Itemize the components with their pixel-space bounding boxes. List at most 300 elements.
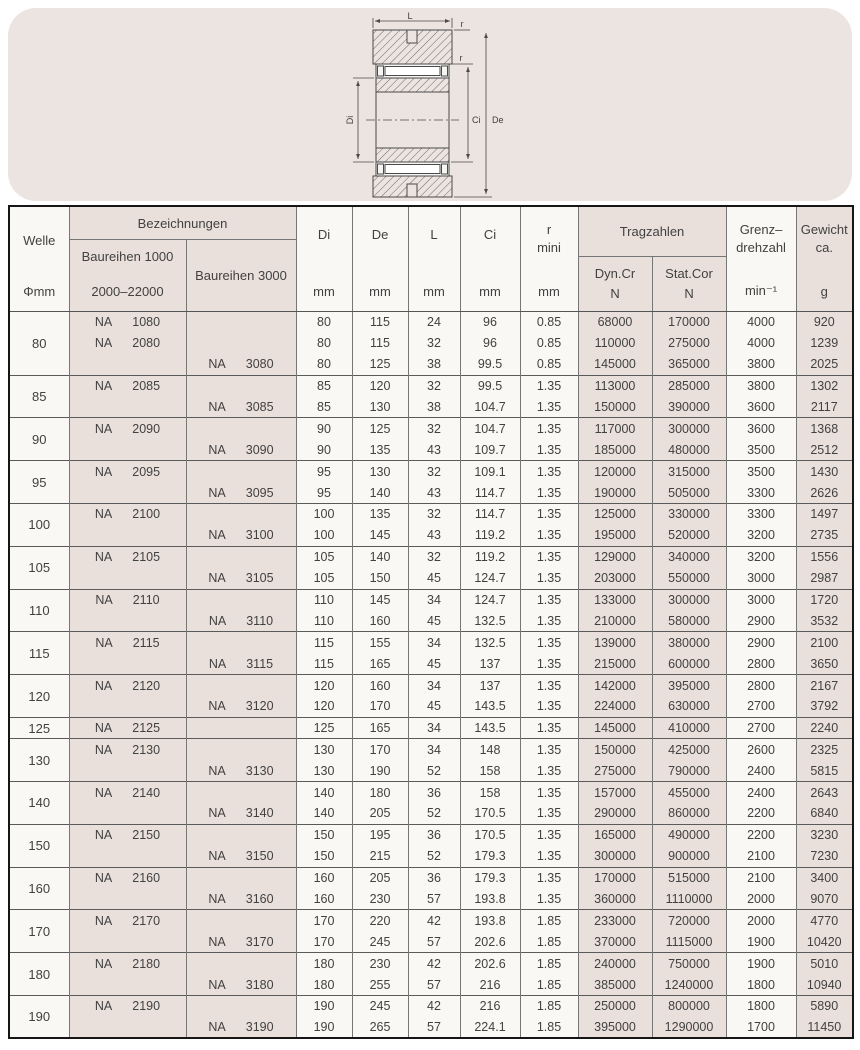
de-cell: 205 (352, 803, 408, 824)
de-cell: 125 (352, 418, 408, 439)
designation-1000-cell (69, 482, 186, 503)
gewicht-cell: 920 (796, 311, 853, 332)
dyn-cr-cell: 145000 (578, 354, 652, 375)
dyn-cr-cell: 150000 (578, 739, 652, 760)
designation-1000-cell (69, 782, 186, 803)
ci-cell: 158 (460, 782, 520, 803)
grenzdrehzahl-cell: 2000 (726, 910, 796, 931)
dim-label-r-mid: r (459, 53, 463, 63)
ci-cell: 137 (460, 675, 520, 696)
grenzdrehzahl-unit: min⁻¹ (744, 282, 778, 298)
di-cell: 120 (296, 696, 352, 717)
r-min-cell: 1.85 (520, 996, 578, 1017)
designation-1000-cell (69, 803, 186, 824)
l-cell: 32 (408, 504, 460, 525)
de-cell: 130 (352, 461, 408, 482)
gewicht-cell: 10420 (796, 931, 853, 952)
gewicht-cell: 4770 (796, 910, 853, 931)
designation-number: 3160 (245, 891, 274, 906)
designation-3000-cell (186, 717, 296, 738)
table-row (9, 974, 853, 995)
stat-cor-cell: 1115000 (652, 931, 726, 952)
designation-number: 2080 (132, 336, 161, 351)
r-min-cell: 1.35 (520, 546, 578, 567)
di-cell: 85 (296, 375, 352, 396)
table-row (9, 867, 853, 888)
ci-cell: 193.8 (460, 910, 520, 931)
table-row (9, 910, 853, 931)
designation-1000-cell (69, 696, 186, 717)
dyn-cr-cell: 203000 (578, 568, 652, 589)
gewicht-cell: 7230 (796, 846, 853, 867)
ci-cell: 132.5 (460, 632, 520, 653)
header-ci (460, 206, 520, 311)
stat-cor-unit: N (684, 285, 694, 301)
designation-3000-cell (186, 525, 296, 546)
welle-cell: 110 (9, 589, 69, 632)
stat-cor-cell: 580000 (652, 610, 726, 631)
designation-prefix: NA (94, 336, 113, 351)
r-min-cell: 0.85 (520, 332, 578, 353)
designation-1000-cell (69, 397, 186, 418)
gewicht-cell: 1239 (796, 332, 853, 353)
gewicht-cell: 2626 (796, 482, 853, 503)
designation-prefix: NA (94, 464, 113, 479)
l-cell: 38 (408, 397, 460, 418)
grenzdrehzahl-cell: 3200 (726, 546, 796, 567)
l-cell: 57 (408, 1017, 460, 1038)
ci-label: Ci (483, 227, 497, 242)
grenzdrehzahl-cell: 2800 (726, 653, 796, 674)
table-row (9, 739, 853, 760)
grenzdrehzahl-cell: 1800 (726, 974, 796, 995)
designation-prefix: NA (94, 678, 113, 693)
welle-cell: 125 (9, 717, 69, 738)
grenzdrehzahl-label (736, 221, 786, 256)
gewicht-cell: 2167 (796, 675, 853, 696)
di-cell: 110 (296, 610, 352, 631)
designation-3000-cell (186, 974, 296, 995)
r-min-cell: 1.35 (520, 739, 578, 760)
designation-number: 3190 (245, 1020, 274, 1035)
designation-3000-cell (186, 1017, 296, 1038)
di-cell: 90 (296, 439, 352, 460)
designation-3000-cell (186, 418, 296, 439)
di-cell: 100 (296, 504, 352, 525)
gewicht-cell: 2100 (796, 632, 853, 653)
l-cell: 45 (408, 696, 460, 717)
tragzahlen-title: Tragzahlen (579, 207, 726, 257)
dyn-cr-cell: 157000 (578, 782, 652, 803)
de-cell: 165 (352, 653, 408, 674)
welle-cell: 180 (9, 953, 69, 996)
designation-prefix: NA (208, 571, 226, 586)
designation-number: 3170 (245, 934, 274, 949)
designation-prefix: NA (208, 442, 226, 457)
grenzdrehzahl-cell: 1900 (726, 953, 796, 974)
table-row (9, 418, 853, 439)
grenzdrehzahl-cell: 3800 (726, 354, 796, 375)
ci-cell: 224.1 (460, 1017, 520, 1038)
l-label: L (430, 227, 438, 242)
designation-prefix: NA (208, 806, 226, 821)
dyn-cr-cell: 215000 (578, 653, 652, 674)
welle-cell: 150 (9, 824, 69, 867)
grenzdrehzahl-cell: 2800 (726, 675, 796, 696)
r-min-cell: 1.35 (520, 824, 578, 845)
ci-cell: 143.5 (460, 717, 520, 738)
designation-1000-cell (69, 889, 186, 910)
designation-prefix: NA (94, 314, 113, 329)
designation-number: 3130 (245, 763, 274, 778)
designation-3000-cell (186, 910, 296, 931)
r-min-cell: 1.35 (520, 568, 578, 589)
de-cell: 195 (352, 824, 408, 845)
dyn-cr-cell: 120000 (578, 461, 652, 482)
gewicht-line1: Gewicht (800, 222, 848, 237)
welle-cell: 130 (9, 739, 69, 782)
l-cell: 34 (408, 589, 460, 610)
gewicht-cell: 3532 (796, 610, 853, 631)
table-row (9, 632, 853, 653)
de-cell: 170 (352, 739, 408, 760)
r-min-cell: 1.35 (520, 375, 578, 396)
dyn-cr-cell: 300000 (578, 846, 652, 867)
welle-cell: 170 (9, 910, 69, 953)
table-row (9, 546, 853, 567)
table-row (9, 332, 853, 353)
stat-cor-cell: 505000 (652, 482, 726, 503)
gewicht-cell: 1430 (796, 461, 853, 482)
grenzdrehzahl-cell: 3600 (726, 418, 796, 439)
stat-cor-cell: 520000 (652, 525, 726, 546)
dyn-cr-cell: 360000 (578, 889, 652, 910)
designation-prefix: NA (208, 977, 226, 992)
designation-1000-cell (69, 846, 186, 867)
grenzdrehzahl-cell: 3000 (726, 568, 796, 589)
r-min-cell: 1.85 (520, 1017, 578, 1038)
de-cell: 115 (352, 311, 408, 332)
stat-cor-cell: 630000 (652, 696, 726, 717)
ci-cell: 109.1 (460, 461, 520, 482)
dyn-cr-cell: 195000 (578, 525, 652, 546)
l-cell: 52 (408, 846, 460, 867)
r-min-cell: 1.35 (520, 675, 578, 696)
designation-prefix: NA (208, 763, 226, 778)
dyn-cr-label: Dyn.Cr (594, 266, 636, 282)
grenzdrehzahl-cell: 3300 (726, 482, 796, 503)
table-row (9, 610, 853, 631)
gewicht-cell: 2325 (796, 739, 853, 760)
di-cell: 170 (296, 910, 352, 931)
designation-number: 2125 (132, 721, 161, 736)
de-cell: 230 (352, 953, 408, 974)
stat-cor-cell: 275000 (652, 332, 726, 353)
grenz-line1: Grenz– (739, 222, 783, 237)
table-row (9, 824, 853, 845)
di-cell: 115 (296, 653, 352, 674)
dim-label-L: L (407, 12, 413, 21)
stat-cor-cell: 1290000 (652, 1017, 726, 1038)
designation-prefix: NA (208, 357, 226, 372)
di-cell: 150 (296, 846, 352, 867)
gewicht-cell: 1302 (796, 375, 853, 396)
di-unit: mm (313, 283, 335, 299)
designation-1000-cell (69, 610, 186, 631)
dyn-cr-cell: 275000 (578, 760, 652, 781)
stat-cor-cell: 900000 (652, 846, 726, 867)
grenzdrehzahl-cell: 1800 (726, 996, 796, 1017)
r-min-cell: 1.35 (520, 653, 578, 674)
gewicht-cell: 2117 (796, 397, 853, 418)
de-cell: 145 (352, 525, 408, 546)
r-min-cell: 1.85 (520, 910, 578, 931)
l-cell: 36 (408, 867, 460, 888)
de-cell: 165 (352, 717, 408, 738)
gewicht-cell: 1720 (796, 589, 853, 610)
grenzdrehzahl-cell: 2900 (726, 610, 796, 631)
de-cell: 220 (352, 910, 408, 931)
designation-1000-cell (69, 974, 186, 995)
designation-3000-cell (186, 696, 296, 717)
designation-3000-cell (186, 846, 296, 867)
r-min-cell: 1.35 (520, 867, 578, 888)
header-baureihen-3000 (186, 240, 296, 311)
gewicht-unit: g (820, 283, 828, 299)
r-min-cell: 1.35 (520, 461, 578, 482)
designation-number: 3140 (245, 806, 274, 821)
grenzdrehzahl-cell: 2100 (726, 846, 796, 867)
designation-prefix: NA (94, 999, 113, 1014)
di-cell: 130 (296, 739, 352, 760)
l-cell: 32 (408, 418, 460, 439)
table-row (9, 760, 853, 781)
di-cell: 170 (296, 931, 352, 952)
di-cell: 120 (296, 675, 352, 696)
stat-cor-cell: 515000 (652, 867, 726, 888)
designation-number: 2170 (132, 913, 161, 928)
stat-cor-cell: 425000 (652, 739, 726, 760)
designation-3000-cell (186, 632, 296, 653)
dyn-cr-cell: 290000 (578, 803, 652, 824)
designation-number: 2115 (132, 635, 160, 650)
designation-prefix: NA (94, 550, 113, 565)
r-min-cell: 1.35 (520, 482, 578, 503)
header-r-mini (520, 206, 578, 311)
de-cell: 230 (352, 889, 408, 910)
de-label: De (371, 227, 389, 242)
di-cell: 125 (296, 717, 352, 738)
grenzdrehzahl-cell: 3600 (726, 397, 796, 418)
ci-cell: 96 (460, 332, 520, 353)
r-min-cell: 1.85 (520, 931, 578, 952)
header-di (296, 206, 352, 311)
l-cell: 34 (408, 717, 460, 738)
stat-cor-cell: 455000 (652, 782, 726, 803)
gewicht-cell: 10940 (796, 974, 853, 995)
designation-number: 3120 (245, 699, 274, 714)
l-cell: 45 (408, 568, 460, 589)
dyn-cr-cell: 133000 (578, 589, 652, 610)
designation-prefix: NA (208, 400, 226, 414)
di-cell: 100 (296, 525, 352, 546)
designation-3000-cell (186, 568, 296, 589)
dyn-cr-cell: 210000 (578, 610, 652, 631)
gewicht-cell: 2512 (796, 439, 853, 460)
welle-title: Welle (23, 233, 56, 248)
designation-3000-cell (186, 504, 296, 525)
ci-cell: 104.7 (460, 418, 520, 439)
de-cell: 155 (352, 632, 408, 653)
ci-cell: 104.7 (460, 397, 520, 418)
ci-cell: 202.6 (460, 953, 520, 974)
ci-cell: 170.5 (460, 803, 520, 824)
di-cell: 130 (296, 760, 352, 781)
stat-cor-cell: 365000 (652, 354, 726, 375)
stat-cor-cell: 315000 (652, 461, 726, 482)
di-cell: 105 (296, 546, 352, 567)
r-label-line1: r (546, 222, 552, 237)
header-l (408, 206, 460, 311)
designation-prefix: NA (94, 379, 113, 394)
gewicht-cell: 5815 (796, 760, 853, 781)
ci-cell: 216 (460, 974, 520, 995)
di-cell: 180 (296, 953, 352, 974)
di-cell: 140 (296, 803, 352, 824)
designation-number: 2190 (132, 999, 161, 1014)
dyn-cr-cell: 145000 (578, 717, 652, 738)
r-min-cell: 1.35 (520, 696, 578, 717)
l-cell: 36 (408, 782, 460, 803)
grenzdrehzahl-cell: 2200 (726, 803, 796, 824)
dyn-cr-cell: 113000 (578, 375, 652, 396)
dyn-cr-cell: 190000 (578, 482, 652, 503)
de-cell: 115 (352, 332, 408, 353)
grenzdrehzahl-cell: 1900 (726, 931, 796, 952)
designation-number: 2085 (132, 379, 161, 394)
r-unit: mm (538, 283, 560, 299)
designation-3000-cell (186, 782, 296, 803)
designation-prefix: NA (94, 721, 113, 736)
designation-prefix: NA (208, 528, 226, 543)
designation-1000-cell (69, 504, 186, 525)
ci-cell: 170.5 (460, 824, 520, 845)
dyn-cr-cell: 165000 (578, 824, 652, 845)
table-row (9, 717, 853, 738)
designation-prefix: NA (95, 593, 113, 608)
designation-number: 2150 (132, 828, 161, 843)
r-min-cell: 0.85 (520, 311, 578, 332)
r-label-line2: mini (537, 239, 561, 255)
r-min-cell: 1.35 (520, 632, 578, 653)
gewicht-cell: 1368 (796, 418, 853, 439)
designation-3000-cell (186, 760, 296, 781)
designation-prefix: NA (94, 828, 113, 843)
designation-3000-cell (186, 482, 296, 503)
designation-1000-cell (69, 632, 186, 653)
designation-1000-cell (69, 739, 186, 760)
designation-prefix: NA (208, 891, 226, 906)
dim-label-De: De (492, 115, 504, 125)
designation-number: 2120 (132, 678, 161, 693)
ci-cell: 119.2 (460, 525, 520, 546)
designation-3000-cell (186, 675, 296, 696)
l-cell: 57 (408, 931, 460, 952)
stat-cor-cell: 790000 (652, 760, 726, 781)
header-de (352, 206, 408, 311)
de-cell: 160 (352, 610, 408, 631)
designation-1000-cell (69, 717, 186, 738)
di-cell: 80 (296, 354, 352, 375)
designation-number: 3150 (245, 849, 274, 864)
table-row (9, 311, 853, 332)
de-cell: 205 (352, 867, 408, 888)
stat-cor-cell: 410000 (652, 717, 726, 738)
ci-cell: 124.7 (460, 589, 520, 610)
de-cell: 135 (352, 504, 408, 525)
table-row (9, 482, 853, 503)
grenzdrehzahl-cell: 1700 (726, 1017, 796, 1038)
dyn-cr-cell: 139000 (578, 632, 652, 653)
designation-1000-cell (69, 589, 186, 610)
welle-unit: Φmm (23, 283, 56, 299)
ci-cell: 148 (460, 739, 520, 760)
designation-3000-cell (186, 311, 296, 332)
dyn-cr-cell: 185000 (578, 439, 652, 460)
designation-prefix: NA (208, 934, 226, 949)
de-cell: 245 (352, 931, 408, 952)
table-header (9, 206, 853, 311)
header-tragzahlen-group (578, 206, 726, 311)
dyn-cr-cell: 170000 (578, 867, 652, 888)
designation-3000-cell (186, 375, 296, 396)
designation-number: 3105 (245, 571, 274, 586)
l-cell: 34 (408, 739, 460, 760)
table-row (9, 675, 853, 696)
table-row (9, 375, 853, 396)
gewicht-cell: 5890 (796, 996, 853, 1017)
designation-number: 2100 (132, 507, 161, 522)
welle-cell: 90 (9, 418, 69, 461)
gewicht-cell: 2025 (796, 354, 853, 375)
dyn-cr-cell: 117000 (578, 418, 652, 439)
designation-1000-cell (69, 931, 186, 952)
gewicht-cell: 3792 (796, 696, 853, 717)
header-stat-cor (652, 257, 726, 311)
dyn-cr-cell: 233000 (578, 910, 652, 931)
bearing-section (373, 30, 452, 197)
grenzdrehzahl-cell: 2200 (726, 824, 796, 845)
dyn-cr-cell: 385000 (578, 974, 652, 995)
r-min-cell: 1.35 (520, 889, 578, 910)
gewicht-cell: 2987 (796, 568, 853, 589)
designation-number: 3090 (245, 442, 274, 457)
gewicht-cell: 3650 (796, 653, 853, 674)
di-cell: 160 (296, 867, 352, 888)
dyn-cr-cell: 224000 (578, 696, 652, 717)
dyn-cr-cell: 240000 (578, 953, 652, 974)
ci-cell: 179.3 (460, 846, 520, 867)
stat-cor-label: Stat.Cor (665, 266, 713, 282)
designation-3000-cell (186, 867, 296, 888)
r-min-cell: 0.85 (520, 354, 578, 375)
designation-number: 3115 (246, 656, 274, 671)
di-cell: 95 (296, 482, 352, 503)
ci-cell: 109.7 (460, 439, 520, 460)
l-cell: 43 (408, 439, 460, 460)
table-row (9, 803, 853, 824)
ci-cell: 99.5 (460, 375, 520, 396)
